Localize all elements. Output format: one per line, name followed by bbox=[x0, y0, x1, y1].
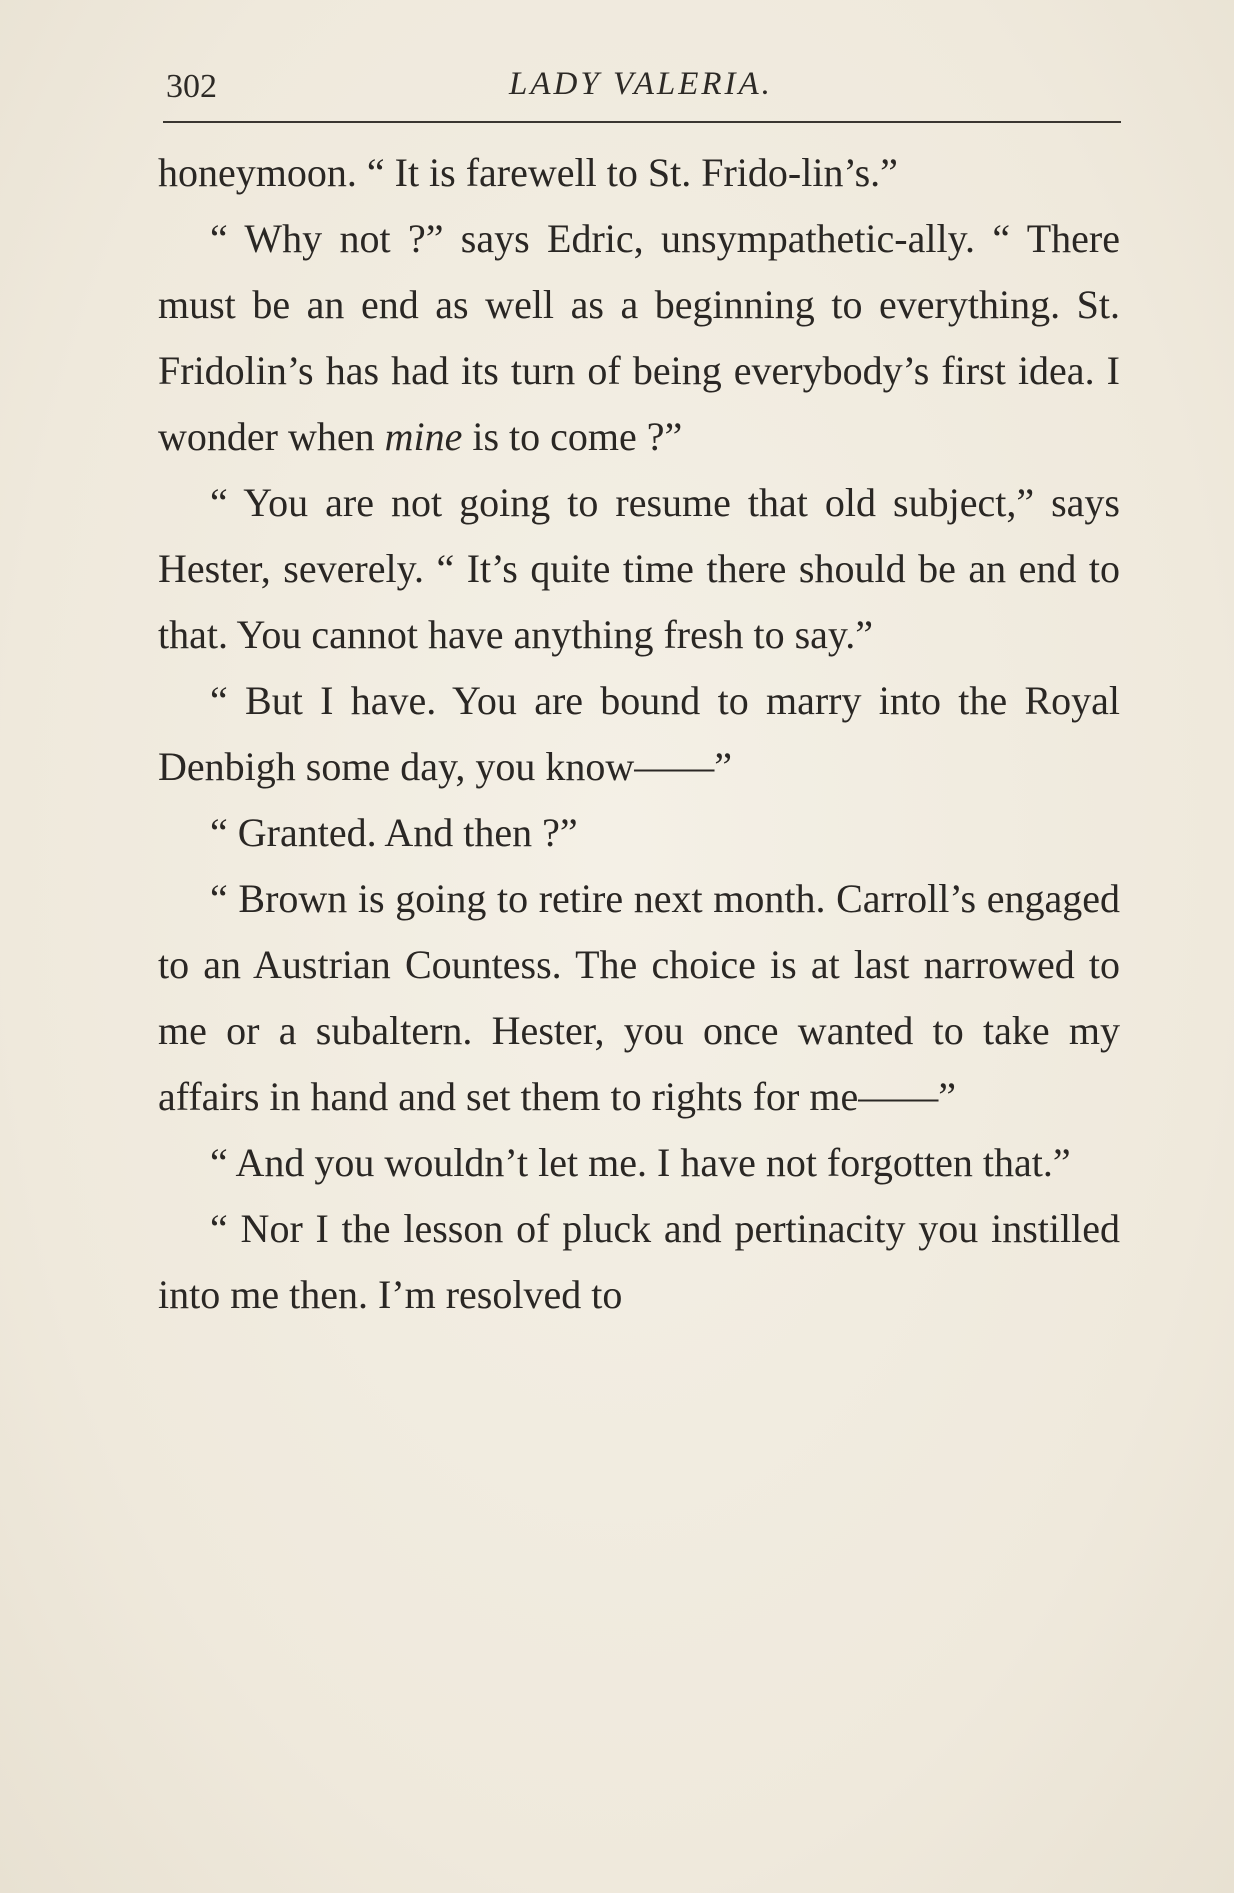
text-segment: “ But I have. You are bound to marry into the Royal Denbigh some day, you know——” bbox=[158, 678, 1120, 789]
paragraph bbox=[158, 470, 1120, 668]
paragraph bbox=[158, 1196, 1120, 1328]
page-header bbox=[160, 64, 1122, 114]
text-segment: “ Granted. And then ?” bbox=[210, 810, 578, 855]
text-segment: “ Brown is going to retire next month. Carroll’s engaged to an Austrian Countess. The choice is at last narrowed to me or a subaltern. Hester, you once wanted to take my affairs in hand and set them to rights for me——” bbox=[158, 876, 1120, 1119]
page-number: 302 bbox=[166, 68, 217, 105]
running-title: LADY VALERIA. bbox=[509, 66, 773, 102]
text-segment: “ Nor I the lesson of pluck and pertinacity you instilled into me then. I’m resolved to bbox=[158, 1206, 1120, 1317]
text-segment: “ You are not going to resume that old subject,” says Hester, severely. “ It’s quite time there should be an end to that. You cannot have anything fresh to say.” bbox=[158, 480, 1120, 657]
text-segment: honeymoon. “ It is farewell to St. Frido-lin’s.” bbox=[158, 150, 898, 195]
body-text bbox=[158, 140, 1120, 1328]
paragraph bbox=[158, 206, 1120, 470]
text-segment: “ And you wouldn’t let me. I have not forgotten that.” bbox=[210, 1140, 1071, 1185]
header-rule bbox=[163, 121, 1121, 123]
text-segment: is to come ?” bbox=[462, 414, 683, 459]
text-segment: “ Why not ?” says Edric, unsympathetic-ally. “ There must be an end as well as a beginning to everything. St. Fridolin’s has had its turn of being everybody’s first idea. I wonder when bbox=[158, 216, 1120, 459]
paragraph bbox=[158, 668, 1120, 800]
paragraph bbox=[158, 866, 1120, 1130]
paragraph bbox=[158, 140, 1120, 206]
italic-text-segment: mine bbox=[384, 414, 463, 459]
paragraph bbox=[158, 800, 1120, 866]
paragraph bbox=[158, 1130, 1120, 1196]
